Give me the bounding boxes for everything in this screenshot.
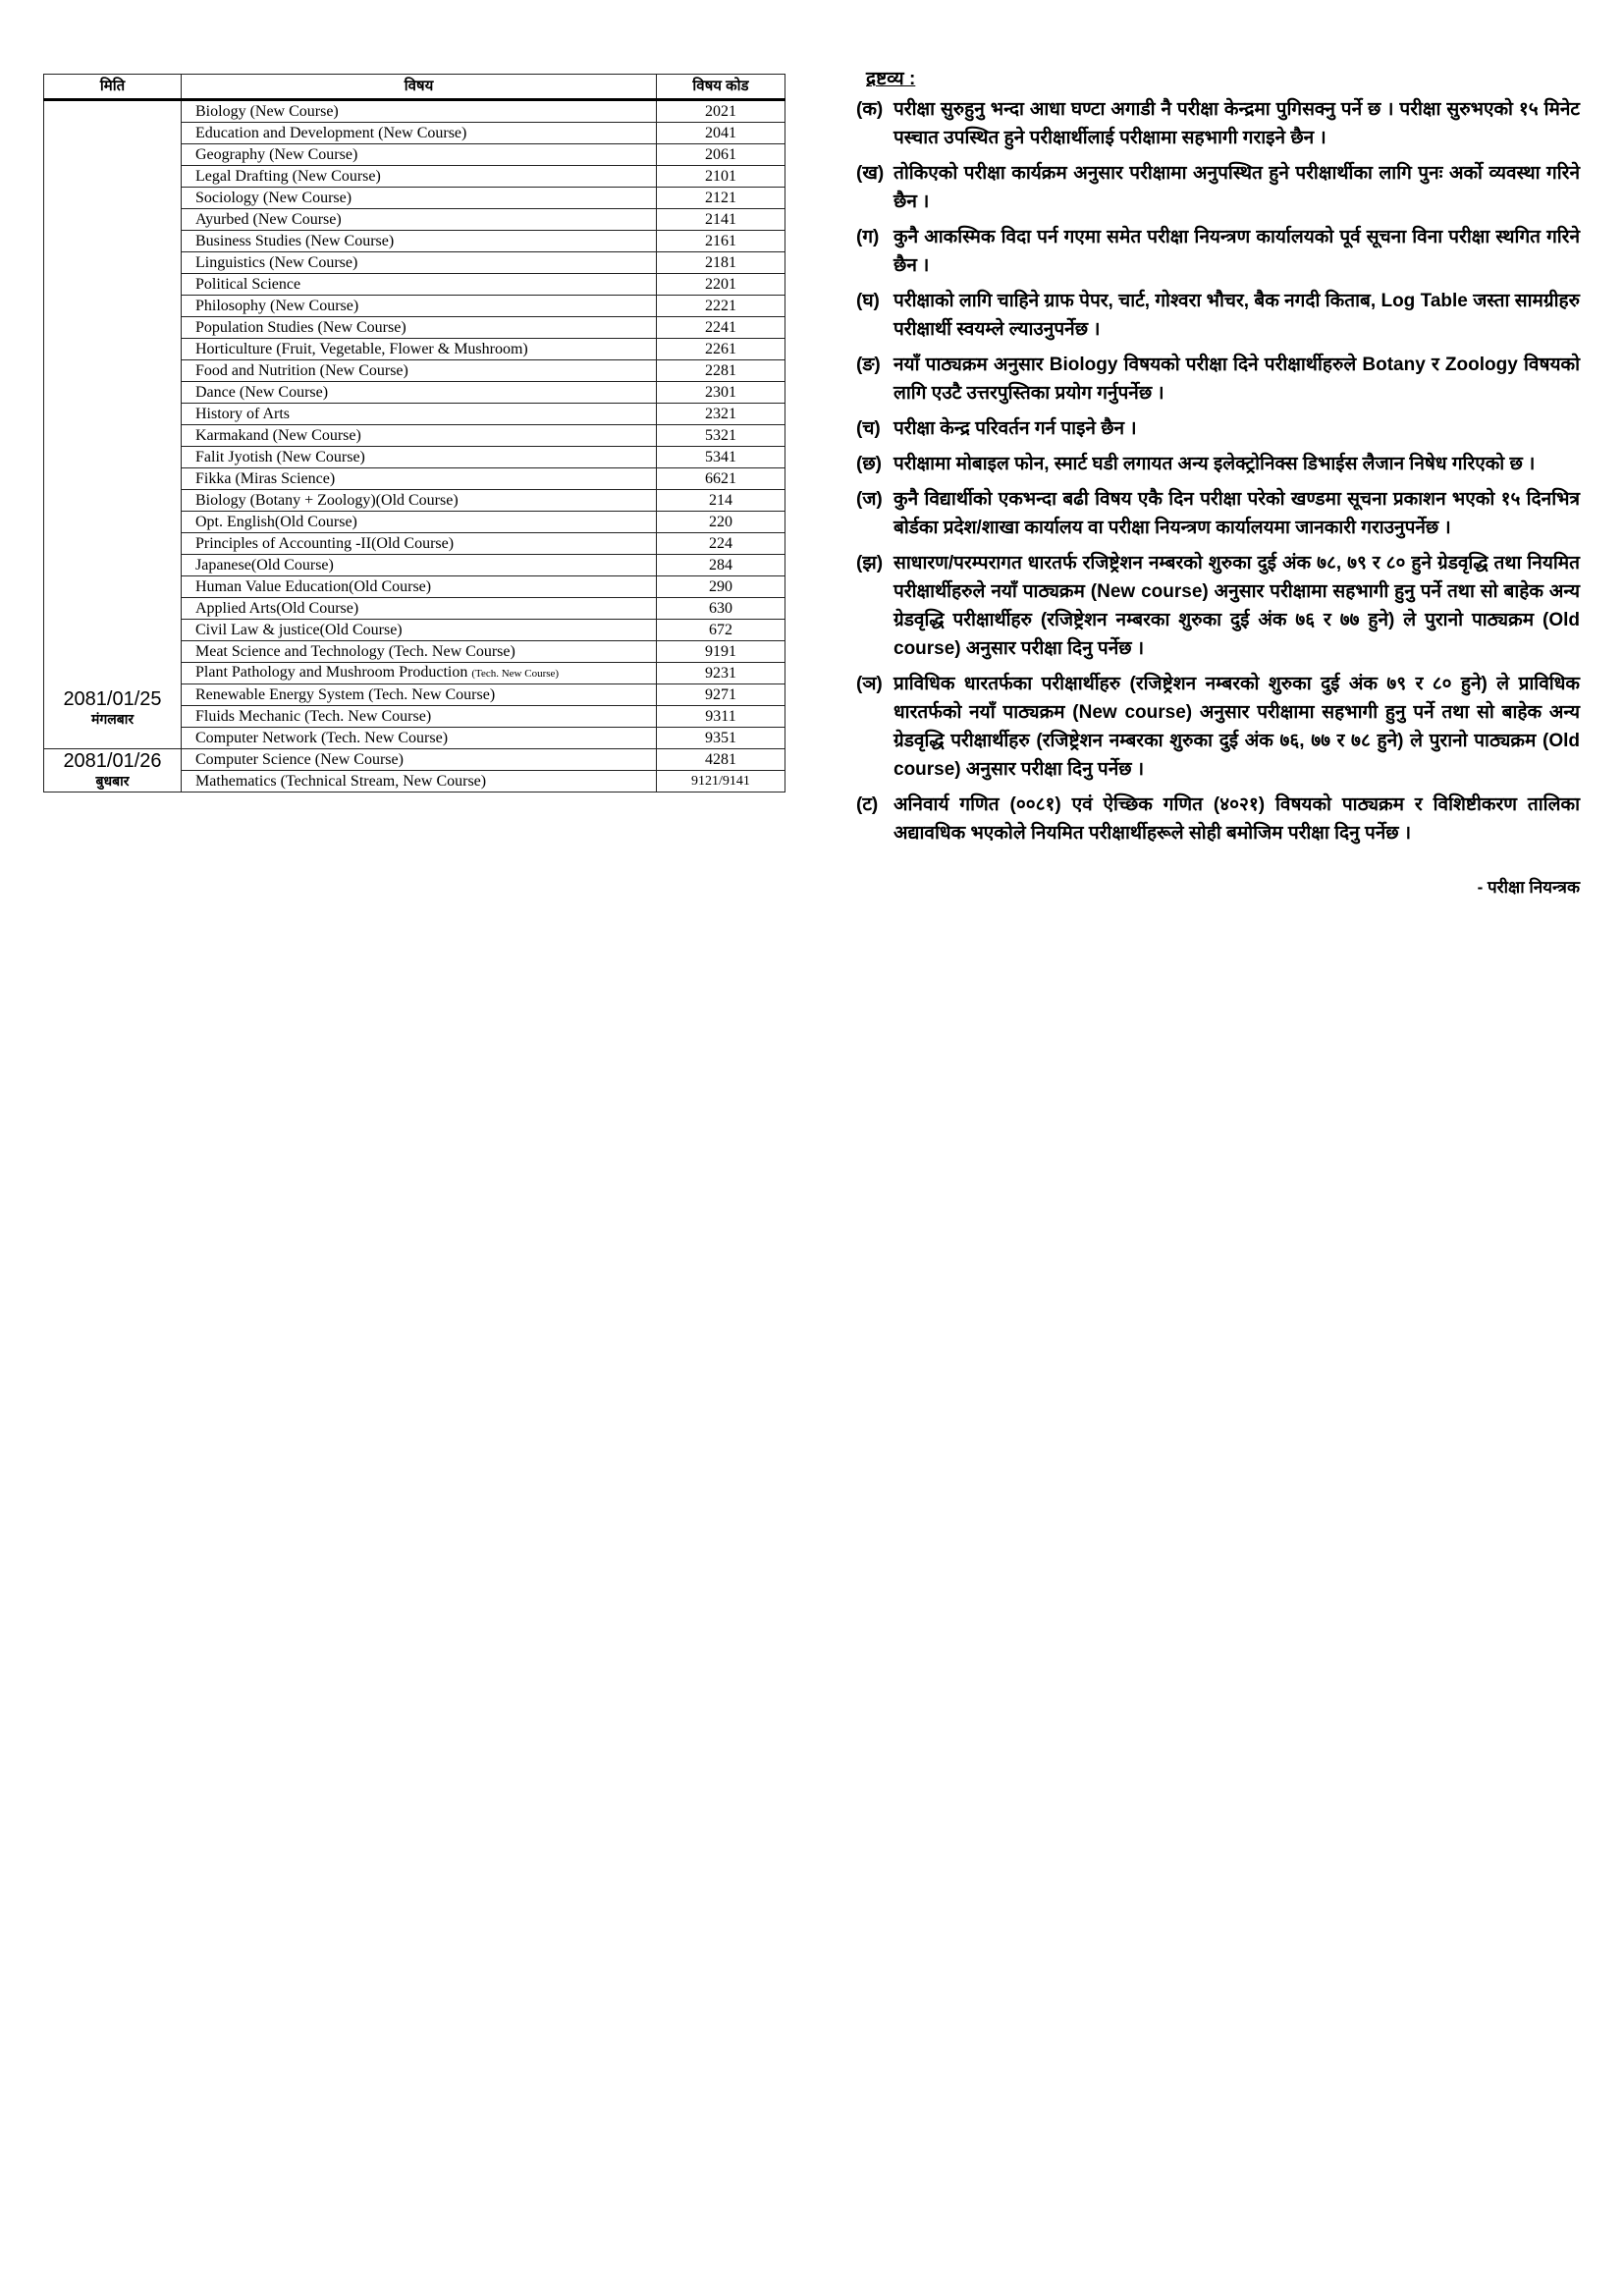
subject-code: 2121 bbox=[657, 188, 785, 209]
subject-name: Education and Development (New Course) bbox=[195, 124, 467, 141]
subject-code: 4281 bbox=[657, 749, 785, 771]
subject-cell bbox=[182, 144, 657, 166]
subject-name: Falit Jyotish (New Course) bbox=[195, 448, 365, 465]
subject-cell bbox=[182, 360, 657, 382]
subject-code: 2181 bbox=[657, 252, 785, 274]
subject-cell bbox=[182, 512, 657, 533]
subject-code: 5321 bbox=[657, 425, 785, 447]
subject-cell bbox=[182, 728, 657, 749]
note-text: तोकिएको परीक्षा कार्यक्रम अनुसार परीक्षामा अनुपस्थित हुने परीक्षार्थीका लागि पुनः अर्को व्यवस्था गरिने छैन । bbox=[893, 163, 1580, 212]
subject-name: Linguistics (New Course) bbox=[195, 253, 358, 271]
subject-cell bbox=[182, 684, 657, 706]
subject-suffix: (Tech. New Course) bbox=[471, 668, 560, 680]
subject-cell bbox=[182, 382, 657, 404]
subject-code: 2161 bbox=[657, 231, 785, 252]
note-item bbox=[856, 287, 1580, 344]
note-text: परीक्षा सुरुहुनु भन्दा आधा घण्टा अगाडी नै परीक्षा केन्द्रमा पुगिसक्नु पर्ने छ । परीक्षा सुरुभएको १५ मिनेट पस्चात उपस्थित हुने परीक्षार्थीलाई परीक्षामा सहभागी गराइने छैन । bbox=[893, 99, 1580, 148]
note-label: (ज) bbox=[856, 489, 883, 510]
subject-cell bbox=[182, 706, 657, 728]
note-text: प्राविधिक धारतर्फका परीक्षार्थीहरु (रजिष्ट्रेशन नम्बरको शुरुका दुई अंक ७९ र ८० हुने) ले प्राविधिक धारतर्फको नयाँ पाठ्यक्रम (New course) अनुसार परीक्षामा सहभागी हुनु पर्ने तथा सो बाहेक अन्य ग्रेडवृद्धि परीक्षार्थीहरु (रजिष्ट्रेशन नम्बरका शुरुका दुई अंक ७६, ७७ र ७८ हुने) ले पुरानो पाठ्यक्रम (Old course) अनुसार परीक्षा दिनु पर्नेछ । bbox=[893, 674, 1580, 780]
subject-name: Philosophy (New Course) bbox=[195, 297, 359, 314]
subject-cell bbox=[182, 576, 657, 598]
note-text: नयाँ पाठ्यक्रम अनुसार Biology विषयको परीक्षा दिने परीक्षार्थीहरुले Botany र Zoology विषयको लागि एउटै उत्तरपुस्तिका प्रयोग गर्नुपर्नेछ । bbox=[893, 355, 1580, 404]
subject-name: Renewable Energy System (Tech. New Course) bbox=[195, 685, 496, 703]
subject-name: Meat Science and Technology (Tech. New Course) bbox=[195, 642, 515, 660]
subject-cell bbox=[182, 317, 657, 339]
note-label: (क) bbox=[856, 99, 884, 120]
subject-name: Sociology (New Course) bbox=[195, 189, 352, 206]
subject-name: Fluids Mechanic (Tech. New Course) bbox=[195, 707, 432, 725]
note-text: साधारण/परम्परागत धारतर्फ रजिष्ट्रेशन नम्बरको शुरुका दुई अंक ७८, ७९ र ८० हुने ग्रेडवृद्धि तथा नियमित परीक्षार्थीहरुले नयाँ पाठ्यक्रम (New course) अनुसार परीक्षामा सहभागी हुनु पर्ने तथा सो बाहेक अन्य ग्रेडवृद्धि परीक्षार्थीहरु (रजिष्ट्रेशन नम्बरका शुरुका दुई अंक ७६ र ७७ हुने) ले पुरानो पाठ्यक्रम (Old course) अनुसार परीक्षा दिनु पर्नेछ । bbox=[893, 553, 1580, 659]
subject-cell bbox=[182, 188, 657, 209]
subject-code: 630 bbox=[657, 598, 785, 620]
note-text: कुनै विद्यार्थीको एकभन्दा बढी विषय एकै दिन परीक्षा परेको खण्डमा सूचना प्रकाशन भएको १५ दिनभित्र बोर्डका प्रदेश/शाखा कार्यालय वा परीक्षा नियन्त्रण कार्यालयमा जानकारी गराउनुपर्नेछ । bbox=[893, 489, 1580, 538]
notes-section bbox=[856, 65, 1580, 902]
subject-code: 290 bbox=[657, 576, 785, 598]
subject-name: Principles of Accounting -II(Old Course) bbox=[195, 534, 455, 552]
note-item bbox=[856, 450, 1580, 478]
subject-cell bbox=[182, 749, 657, 771]
subject-code: 2261 bbox=[657, 339, 785, 360]
subject-name: Dance (New Course) bbox=[195, 383, 329, 401]
subject-code: 2241 bbox=[657, 317, 785, 339]
subject-code: 220 bbox=[657, 512, 785, 533]
subject-name: Civil Law & justice(Old Course) bbox=[195, 621, 403, 638]
subject-cell bbox=[182, 274, 657, 296]
subject-cell bbox=[182, 598, 657, 620]
note-item bbox=[856, 549, 1580, 663]
date-cell bbox=[44, 100, 182, 749]
note-item bbox=[856, 351, 1580, 408]
subject-code: 284 bbox=[657, 555, 785, 576]
note-item bbox=[856, 791, 1580, 847]
exam-date: 2081/01/25 bbox=[63, 688, 162, 710]
table-row bbox=[44, 749, 785, 771]
table-header-row bbox=[44, 75, 785, 100]
subject-code: 5341 bbox=[657, 447, 785, 468]
subject-cell bbox=[182, 663, 657, 684]
subject-name: Computer Science (New Course) bbox=[195, 750, 404, 768]
note-item bbox=[856, 159, 1580, 216]
subject-name: Horticulture (Fruit, Vegetable, Flower & Mushroom) bbox=[195, 340, 528, 357]
subject-cell bbox=[182, 425, 657, 447]
subject-code: 2041 bbox=[657, 123, 785, 144]
subject-cell bbox=[182, 468, 657, 490]
exam-schedule-table bbox=[43, 74, 785, 793]
subject-code: 2061 bbox=[657, 144, 785, 166]
subject-code: 672 bbox=[657, 620, 785, 641]
note-item bbox=[856, 223, 1580, 280]
note-text: परीक्षामा मोबाइल फोन, स्मार्ट घडी लगायत अन्य इलेक्ट्रोनिक्स डिभाईस लैजान निषेध गरिएको छ । bbox=[893, 454, 1536, 474]
subject-code: 9121/9141 bbox=[657, 771, 785, 793]
note-text: कुनै आकस्मिक विदा पर्न गएमा समेत परीक्षा नियन्त्रण कार्यालयको पूर्व सूचना विना परीक्षा स्थगित गरिने छैन । bbox=[893, 227, 1580, 276]
subject-name: Karmakand (New Course) bbox=[195, 426, 361, 444]
subject-name: Population Studies (New Course) bbox=[195, 318, 406, 336]
exam-day: मंगलबार bbox=[90, 711, 135, 727]
notes-heading: द्रष्टव्य : bbox=[866, 69, 916, 89]
subject-name: Food and Nutrition (New Course) bbox=[195, 361, 408, 379]
note-label: (झ) bbox=[856, 553, 884, 574]
subject-code: 2141 bbox=[657, 209, 785, 231]
subject-cell bbox=[182, 490, 657, 512]
subject-cell bbox=[182, 100, 657, 123]
subject-cell bbox=[182, 231, 657, 252]
subject-name: Japanese(Old Course) bbox=[195, 556, 334, 574]
subject-code: 2021 bbox=[657, 100, 785, 123]
signature: - परीक्षा नियन्त्रक bbox=[1477, 878, 1580, 897]
subject-cell bbox=[182, 620, 657, 641]
subject-code: 9311 bbox=[657, 706, 785, 728]
header-subject: विषय bbox=[182, 75, 657, 100]
subject-code: 6621 bbox=[657, 468, 785, 490]
subject-cell bbox=[182, 296, 657, 317]
date-cell bbox=[44, 749, 182, 793]
subject-cell bbox=[182, 123, 657, 144]
subject-name: Opt. English(Old Course) bbox=[195, 513, 357, 530]
subject-cell bbox=[182, 555, 657, 576]
subject-name: Business Studies (New Course) bbox=[195, 232, 395, 249]
subject-name: Plant Pathology and Mushroom Production bbox=[195, 664, 468, 681]
subject-code: 9231 bbox=[657, 663, 785, 684]
note-item bbox=[856, 95, 1580, 152]
note-item bbox=[856, 485, 1580, 542]
note-label: (छ) bbox=[856, 454, 882, 474]
notes-list bbox=[856, 95, 1580, 847]
subject-name: Biology (New Course) bbox=[195, 102, 339, 120]
note-label: (ञ) bbox=[856, 674, 883, 694]
note-text: अनिवार्य गणित (००८१) एवं ऐच्छिक गणित (४०२१) विषयको पाठ्यक्रम र विशिष्टीकरण तालिका अद्यावधिक भएकोले नियमित परीक्षार्थीहरूले सोही बमोजिम परीक्षा दिनु पर्नेछ । bbox=[893, 794, 1580, 844]
subject-cell bbox=[182, 209, 657, 231]
note-item bbox=[856, 670, 1580, 784]
note-label: (ङ) bbox=[856, 355, 881, 375]
subject-name: Mathematics (Technical Stream, New Course) bbox=[195, 772, 487, 790]
exam-date: 2081/01/26 bbox=[63, 749, 162, 772]
subject-code: 2281 bbox=[657, 360, 785, 382]
header-date: मिति bbox=[44, 75, 182, 100]
subject-cell bbox=[182, 641, 657, 663]
subject-name: Ayurbed (New Course) bbox=[195, 210, 342, 228]
subject-code: 2101 bbox=[657, 166, 785, 188]
subject-code: 2201 bbox=[657, 274, 785, 296]
subject-name: Geography (New Course) bbox=[195, 145, 358, 163]
subject-name: Legal Drafting (New Course) bbox=[195, 167, 381, 185]
subject-name: History of Arts bbox=[195, 405, 290, 422]
subject-code: 2301 bbox=[657, 382, 785, 404]
subject-cell bbox=[182, 252, 657, 274]
subject-cell bbox=[182, 339, 657, 360]
subject-cell bbox=[182, 771, 657, 793]
note-label: (ख) bbox=[856, 163, 885, 184]
subject-cell bbox=[182, 166, 657, 188]
subject-code: 214 bbox=[657, 490, 785, 512]
note-label: (च) bbox=[856, 418, 881, 439]
subject-name: Political Science bbox=[195, 275, 301, 293]
note-label: (घ) bbox=[856, 291, 880, 311]
subject-name: Biology (Botany + Zoology)(Old Course) bbox=[195, 491, 459, 509]
subject-name: Computer Network (Tech. New Course) bbox=[195, 729, 449, 746]
subject-code: 2321 bbox=[657, 404, 785, 425]
note-item bbox=[856, 414, 1580, 443]
subject-cell bbox=[182, 533, 657, 555]
subject-code: 2221 bbox=[657, 296, 785, 317]
subject-name: Applied Arts(Old Course) bbox=[195, 599, 359, 617]
subject-name: Human Value Education(Old Course) bbox=[195, 577, 432, 595]
exam-day: बुधबार bbox=[95, 772, 130, 789]
note-text: परीक्षा केन्द्र परिवर्तन गर्न पाइने छैन । bbox=[893, 418, 1137, 439]
subject-code: 9191 bbox=[657, 641, 785, 663]
header-code: विषय कोड bbox=[657, 75, 785, 100]
subject-name: Fikka (Miras Science) bbox=[195, 469, 336, 487]
subject-code: 9351 bbox=[657, 728, 785, 749]
subject-code: 9271 bbox=[657, 684, 785, 706]
note-label: (ट) bbox=[856, 794, 879, 815]
note-label: (ग) bbox=[856, 227, 880, 247]
table-row bbox=[44, 100, 785, 123]
subject-cell bbox=[182, 447, 657, 468]
subject-code: 224 bbox=[657, 533, 785, 555]
subject-cell bbox=[182, 404, 657, 425]
note-text: परीक्षाको लागि चाहिने ग्राफ पेपर, चार्ट, गोश्वरा भौचर, बैक नगदी किताब, Log Table जस्ता सामग्रीहरु परीक्षार्थी स्वयम्ले ल्याउनुपर्नेछ । bbox=[893, 291, 1580, 340]
